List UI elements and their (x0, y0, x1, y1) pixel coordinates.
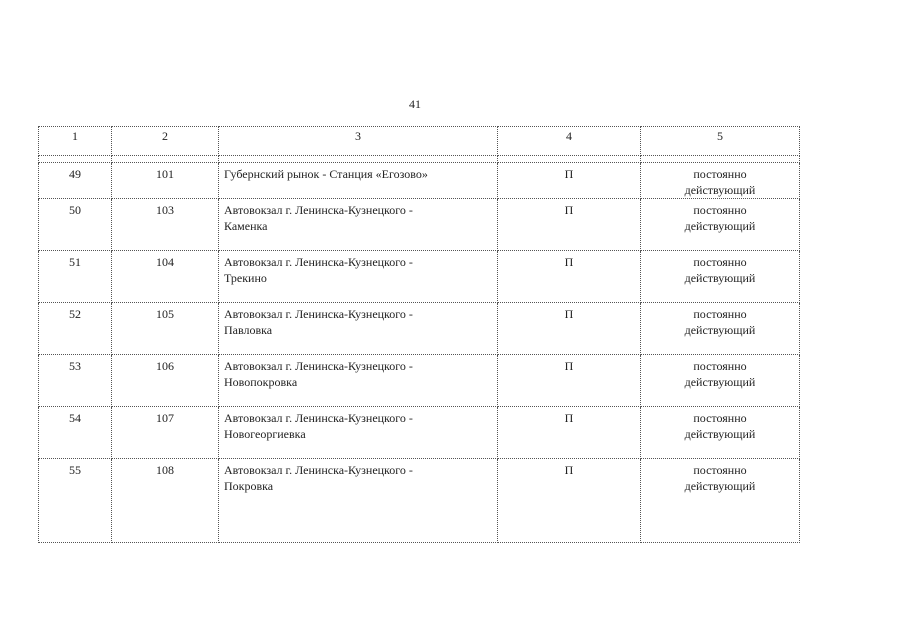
route-status-cell (641, 303, 800, 355)
header-cell-1: 1 (39, 127, 112, 156)
status-line-2: действующий (684, 323, 756, 337)
route-type-cell: П (498, 303, 641, 355)
header-cell-2: 2 (112, 127, 219, 156)
route-name-cell (219, 355, 498, 407)
status-line-1: постоянно (693, 167, 747, 181)
route-name-line-2: Новопокровка (224, 375, 298, 389)
status-line-1: постоянно (693, 203, 747, 217)
route-number-cell: 105 (112, 303, 219, 355)
row-number-cell: 53 (39, 355, 112, 407)
route-type-cell: П (498, 459, 641, 543)
route-type-cell: П (498, 199, 641, 251)
route-status-cell (641, 407, 800, 459)
route-name-line-1: Автовокзал г. Ленинска-Кузнецкого - (224, 255, 413, 269)
status-line-2: действующий (684, 375, 756, 389)
route-type-cell: П (498, 407, 641, 459)
route-number-cell: 103 (112, 199, 219, 251)
table-row (39, 163, 800, 199)
table-row (39, 199, 800, 251)
status-line-2: действующий (684, 271, 756, 285)
status-line-2: действующий (684, 479, 756, 493)
status-line-1: постоянно (693, 255, 747, 269)
route-name-line-2: Трекино (224, 271, 267, 285)
route-status-cell (641, 251, 800, 303)
route-name-cell (219, 303, 498, 355)
page-number: 41 (409, 97, 421, 111)
route-status-cell (641, 355, 800, 407)
route-number-cell: 106 (112, 355, 219, 407)
status-line-1: постоянно (693, 307, 747, 321)
gap-cell (112, 156, 219, 163)
table-row (39, 407, 800, 459)
route-name-cell (219, 459, 498, 543)
route-type-cell: П (498, 163, 641, 199)
table-row (39, 459, 800, 543)
route-type-cell: П (498, 251, 641, 303)
route-number-cell: 108 (112, 459, 219, 543)
gap-cell (641, 156, 800, 163)
table-gap-row (39, 156, 800, 163)
row-number-cell: 55 (39, 459, 112, 543)
status-line-2: действующий (684, 183, 756, 197)
route-status-cell (641, 199, 800, 251)
row-number-cell: 51 (39, 251, 112, 303)
routes-table (38, 126, 800, 543)
route-status-cell (641, 163, 800, 199)
route-name-line-2: Павловка (224, 323, 273, 337)
route-name-line-1: Автовокзал г. Ленинска-Кузнецкого - (224, 203, 413, 217)
route-name-line-2: Каменка (224, 219, 268, 233)
route-name-cell (219, 407, 498, 459)
route-number-cell: 107 (112, 407, 219, 459)
gap-cell (39, 156, 112, 163)
row-number-cell: 49 (39, 163, 112, 199)
route-name-line-1: Автовокзал г. Ленинска-Кузнецкого - (224, 307, 413, 321)
status-line-2: действующий (684, 427, 756, 441)
header-cell-5: 5 (641, 127, 800, 156)
gap-cell (498, 156, 641, 163)
row-number-cell: 54 (39, 407, 112, 459)
table-row (39, 303, 800, 355)
route-name-cell (219, 251, 498, 303)
route-name-line-1: Автовокзал г. Ленинска-Кузнецкого - (224, 411, 413, 425)
table-row (39, 355, 800, 407)
header-cell-3: 3 (219, 127, 498, 156)
row-number-cell: 50 (39, 199, 112, 251)
status-line-1: постоянно (693, 411, 747, 425)
route-status-cell (641, 459, 800, 543)
route-name-cell (219, 199, 498, 251)
status-line-2: действующий (684, 219, 756, 233)
table-row (39, 251, 800, 303)
route-number-cell: 104 (112, 251, 219, 303)
route-number-cell: 101 (112, 163, 219, 199)
route-name-cell (219, 163, 498, 199)
status-line-1: постоянно (693, 463, 747, 477)
status-line-1: постоянно (693, 359, 747, 373)
gap-cell (219, 156, 498, 163)
route-name-line-2: Покровка (224, 479, 274, 493)
route-name-line-1: Автовокзал г. Ленинска-Кузнецкого - (224, 463, 413, 477)
route-name-line-1: Автовокзал г. Ленинска-Кузнецкого - (224, 359, 413, 373)
route-type-cell: П (498, 355, 641, 407)
row-number-cell: 52 (39, 303, 112, 355)
header-cell-4: 4 (498, 127, 641, 156)
route-name-line-2: Новогеоргиевка (224, 427, 306, 441)
table-header-row (39, 127, 800, 156)
route-name-line-1: Губернский рынок - Станция «Егозово» (224, 167, 428, 181)
